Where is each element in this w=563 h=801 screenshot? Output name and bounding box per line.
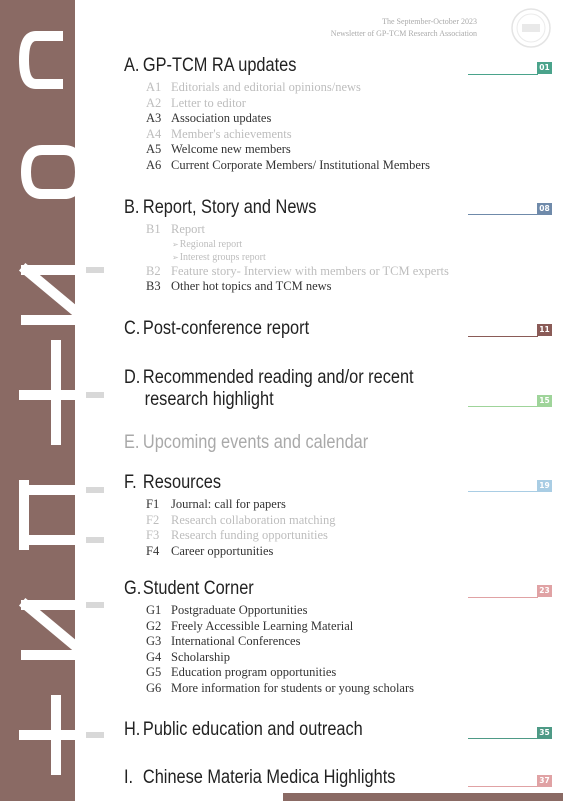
toc-item[interactable]: F1 Journal: call for papers	[146, 497, 286, 511]
newsletter-header	[331, 16, 477, 40]
page-rule	[468, 406, 538, 407]
page-rule	[468, 597, 538, 598]
page-number-badge[interactable]: 08	[537, 203, 552, 215]
toc-item[interactable]: F4 Career opportunities	[146, 543, 274, 558]
bottom-band	[283, 793, 563, 801]
toc-item[interactable]: G2 Freely Accessible Learning Material	[146, 618, 354, 633]
section-title[interactable]: I. Chinese Materia Medica Highlights	[124, 767, 396, 788]
toc-item[interactable]: B3 Other hot topics and TCM news	[146, 279, 332, 293]
toc-item[interactable]: F3 Research funding opportunities	[146, 528, 328, 542]
section-f	[124, 472, 336, 559]
newsletter-name: Newsletter of GP-TCM Research Association	[330, 29, 477, 38]
section-title[interactable]: C. Post-conference report	[124, 318, 310, 339]
toc-item[interactable]: A6 Current Corporate Members/ Institutional Members	[146, 157, 430, 172]
section-title-line2[interactable]: research highlight	[144, 389, 274, 410]
toc-item[interactable]: B1 Report	[146, 222, 206, 236]
section-c	[124, 318, 339, 340]
toc-item[interactable]: A3 Association updates	[146, 111, 272, 125]
toc-item[interactable]: B2 Feature story- Interview with members or TCM experts	[146, 263, 449, 278]
toc-item[interactable]: A5 Welcome new members	[146, 142, 291, 156]
page-number-badge[interactable]: 15	[537, 395, 552, 407]
page-rule	[468, 336, 538, 337]
toc-item[interactable]: G6 More information for students or young scholars	[146, 680, 415, 695]
toc-item[interactable]: A1 Editorials and editorial opinions/news	[146, 80, 361, 94]
section-b	[124, 197, 449, 295]
association-seal-logo	[510, 7, 552, 49]
issue-date: The September-October 2023	[382, 17, 477, 26]
section-title[interactable]: H. Public education and outreach	[124, 719, 363, 740]
page-number-badge[interactable]: 19	[537, 480, 552, 492]
page-number-badge[interactable]: 11	[537, 324, 552, 336]
page-number-badge[interactable]: 23	[537, 585, 552, 597]
section-title[interactable]: F. Resources	[124, 472, 222, 493]
section-d	[124, 367, 461, 411]
toc-item[interactable]: G5 Education program opportunities	[146, 665, 337, 679]
section-title[interactable]: D. Recommended reading and/or recent	[124, 367, 414, 388]
section-title[interactable]: A. GP-TCM RA updates	[124, 55, 297, 76]
toc-item[interactable]: G1 Postgraduate Opportunities	[146, 603, 308, 617]
page-rule	[468, 214, 538, 215]
page-rule	[468, 738, 538, 739]
toc-subitem[interactable]: ➢Regional report	[172, 238, 243, 250]
toc-item[interactable]: G4 Scholarship	[146, 649, 231, 664]
page-number-badge[interactable]: 35	[537, 727, 552, 739]
page-number-badge[interactable]: 01	[537, 62, 552, 74]
section-e	[124, 432, 408, 454]
page-number-badge[interactable]: 37	[537, 775, 552, 787]
toc-subitem[interactable]: ➢Interest groups report	[172, 251, 266, 263]
section-title[interactable]: G.Student Corner	[124, 578, 254, 599]
section-i	[124, 767, 440, 789]
section-h	[124, 719, 402, 741]
section-title[interactable]: B. Report, Story and News	[124, 197, 317, 218]
section-title[interactable]: E. Upcoming events and calendar	[124, 432, 369, 453]
section-g	[124, 578, 414, 696]
toc-item[interactable]: A4 Member's achievements	[146, 126, 292, 141]
toc-item[interactable]: A2 Letter to editor	[146, 95, 246, 110]
toc-item[interactable]: F2 Research collaboration matching	[146, 512, 336, 527]
toc-item[interactable]: G3 International Conferences	[146, 634, 301, 648]
page-rule	[468, 786, 538, 787]
section-a	[124, 55, 430, 173]
sidebar-word-graphic	[0, 0, 110, 801]
page-rule	[468, 74, 538, 75]
page-rule	[468, 491, 538, 492]
